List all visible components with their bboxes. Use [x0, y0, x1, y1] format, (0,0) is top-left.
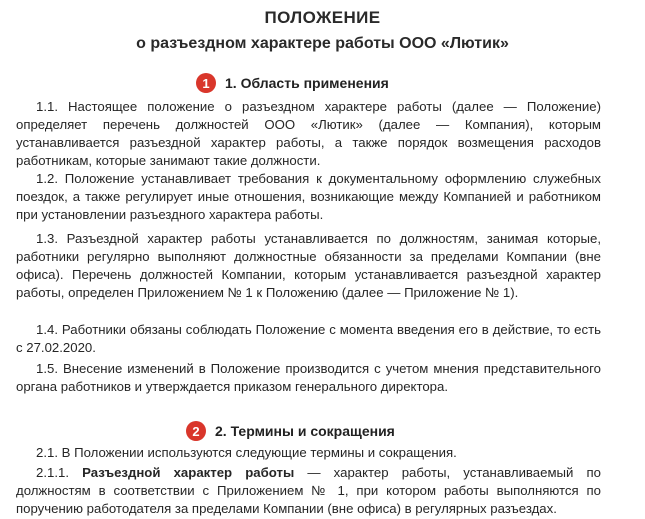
clause-1-1: 1.1. Настоящее положение о разъездном характере работы (далее — Положение) определяет перечень должностей ООО «Лютик» (далее — Компания), которым устанавливается разъездной характер работы, а также порядок возмещения расходов работникам, которые занимают такие должности. [16, 99, 601, 168]
clause-1-2: 1.2. Положение устанавливает требования к документальному оформлению служебных поездок, а также регулирует иные отношения, возникающие между Компанией и работником при установлении разъездного характера работы. [16, 171, 601, 222]
clause-1-5: 1.5. Внесение изменений в Положение производится с учетом мнения представительного органа работников и утверждается приказом генерального директора. [16, 361, 601, 394]
document-title: ПОЛОЖЕНИЕ [264, 8, 381, 27]
defined-term: Разъездной характер работы [82, 465, 295, 480]
clause-2-1: 2.1. В Положении используются следующие термины и сокращения. [36, 445, 457, 460]
section-title: 2. Термины и сокращения [215, 423, 395, 439]
section-number-badge: 1 [196, 73, 216, 93]
section-number-badge: 2 [186, 421, 206, 441]
clause-1-4: 1.4. Работники обязаны соблюдать Положение с момента введения его в действие, то есть с 27.02.2020. [16, 322, 601, 355]
section-title: 1. Область применения [225, 75, 389, 91]
clause-2-1-1: 2.1.1. Разъездной характер работы — характер работы, устанавливаемый по должностям в соответствии с Приложением № 1, при котором работы выполняются по поручению работодателя за пределами Компании (вне офиса) в регулярных разъездах. [16, 465, 601, 516]
document-subtitle: о разъездном характере работы ООО «Лютик» [136, 35, 509, 52]
clause-1-3: 1.3. Разъездной характер работы устанавливается по должностям, занимая которые, работники регулярно выполняют должностные обязанности за пределами Компании (вне офиса). Перечень должностей Компании, которым устанавливается разъездной характер работы, определен Приложением № 1 к Положению (далее — Приложение № 1). [16, 231, 601, 300]
section-1-heading [196, 73, 389, 93]
section-2-heading [186, 421, 395, 441]
